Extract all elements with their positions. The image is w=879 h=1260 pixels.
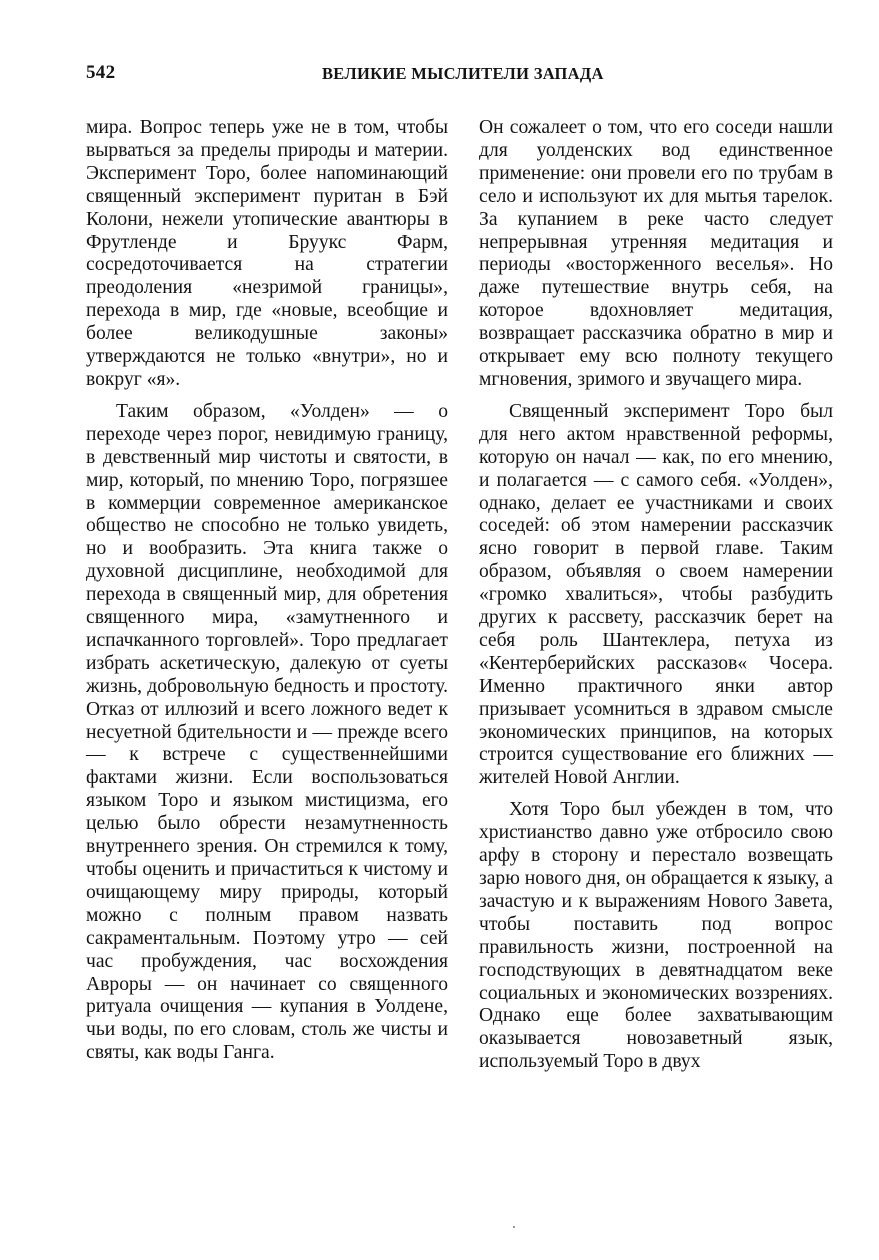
paragraph: Он сожалеет о том, что его соседи нашли для уолденских вод единственное применение: они провели его по трубам в село и используют их для мытья тарелок. За купанием в реке часто следует непрерывная утренняя медитация и периоды «восторженного веселья». Но даже путешествие внутрь себя, на которое вдохновляет медитация, возвращает рассказчика обратно в мир и открывает ему всю полноту текущего мгновения, зримого и звучащего мира. <box>479 117 833 390</box>
paragraph: Хотя Торо был убежден в том, что христианство давно уже отбросило свою арфу в сторону и перестало возвещать зарю нового дня, он обращается к языку, а зачастую и к выражениям Нового Завета, чтобы поставить под вопрос правильность жизни, построенной на господствующих в девятнадцатом веке социальных и экономических воззрениях. Однако еще более захватывающим оказывается новозаветный язык, используемый Торо в двух <box>479 799 833 1073</box>
page-header <box>86 62 832 92</box>
running-title: ВЕЛИКИЕ МЫСЛИТЕЛИ ЗАПАДА <box>322 64 604 83</box>
paragraph: Таким образом, «Уолден» — о переходе через порог, невидимую границу, в девственный мир чистоты и святости, в мир, который, по мнению Торо, погрязшее в коммерции современное американское общество не способно не только увидеть, но и вообразить. Эта книга также о духовной дисциплине, необходимой для перехода в священный мир, для обретения священного мира, «замутненного и испачканного торговлей». Торо предлагает избрать аскетическую, далекую от суеты жизнь, добровольную бедность и простоту. Отказ от иллюзий и всего ложного ведет к несуетной бдительности и — прежде всего — к встрече с существеннейшими фактами жизни. Если воспользоваться языком Торо и языком мистицизма, его целью было обрести незамутненность внутреннего зрения. Он стремился к тому, чтобы оценить и причаститься к чистому и очищающему миру природы, который можно с полным правом назвать сакраментальным. Поэтому утро — сей час пробуждения, час восхождения Авроры — он начинает со священного ритуала очищения — купания в Уолдене, чьи воды, по его словам, столь же чисты и святы, как воды Ганга. <box>86 400 448 1064</box>
left-column <box>86 117 448 1065</box>
paragraph: Священный эксперимент Торо был для него актом нравственной реформы, которую он начал — как, по его мнению, и полагается — с самого себя. «Уолден», однако, делает ее участниками и своих соседей: об этом намерении рассказчик ясно говорит в первой главе. Таким образом, объявляя о своем намерении «громко хвалиться», чтобы разбудить других к рассвету, рассказчик берет на себя роль Шантеклера, петуха из «Кентерберийских рассказов« Чосера. Именно практичного янки автор призывает усомниться в здравом смысле экономических принципов, на которых строится существование его ближних — жителей Новой Англии. <box>479 400 833 789</box>
paragraph: мира. Вопрос теперь уже не в том, чтобы вырваться за пределы природы и материи. Эксперимент Торо, более напоминающий священный эксперимент пуритан в Бэй Колони, нежели утопические авантюры в Фрутленде и Бруукс Фарм, сосредоточивается на стратегии преодоления «незримой границы», перехода в мир, где «новые, всеобщие и более великодушные законы» утверждаются не только «внутри», но и вокруг «я». <box>86 117 448 390</box>
right-column <box>479 117 833 1074</box>
page-number: 542 <box>86 62 116 83</box>
scan-speck <box>513 1226 515 1228</box>
